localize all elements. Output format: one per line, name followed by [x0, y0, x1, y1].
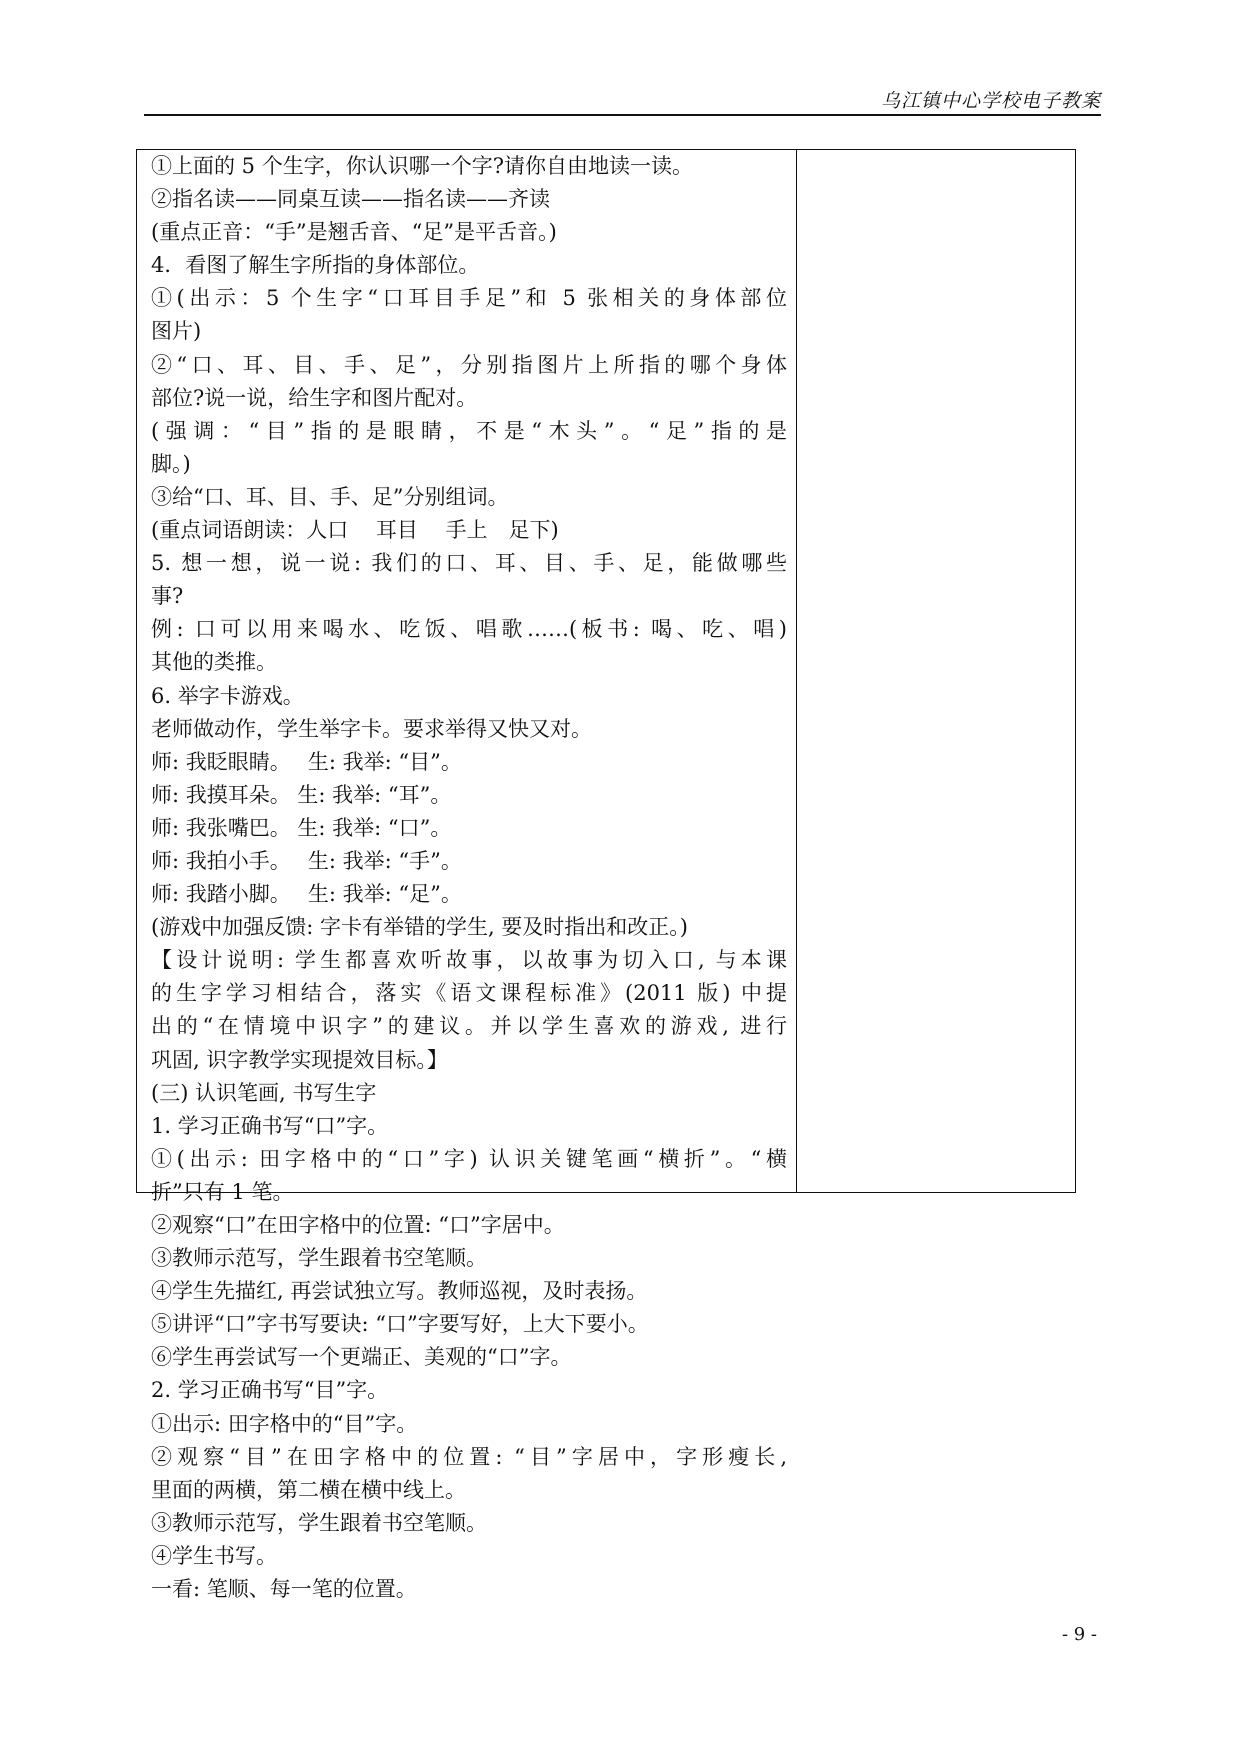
lesson-line: ⑤讲评“口”字书写要诀: “口”字要写好，上大下要小。	[151, 1312, 649, 1337]
lesson-content-cell	[151, 150, 787, 1606]
lesson-line: ②观察“目”在田字格中的位置: “目”字居中，字形瘦长,	[151, 1444, 787, 1469]
lesson-line: 2. 学习正确书写“目”字。	[151, 1378, 389, 1403]
page-number: - 9 -	[1061, 1624, 1097, 1645]
lesson-line: 里面的两横，第二横在横中线上。	[151, 1477, 466, 1502]
lesson-line: ①(出示：5 个生字“口耳目手足”和 5 张相关的身体部位	[151, 286, 787, 311]
lesson-line: 师: 我张嘴巴。 生: 我举: “口”。	[151, 815, 452, 840]
lesson-line: ②观察“口”在田字格中的位置: “口”字居中。	[151, 1213, 565, 1237]
lesson-line: ③教师示范写，学生跟着书空笔顺。	[151, 1246, 487, 1271]
lesson-line: 一看: 笔顺、每一笔的位置。	[151, 1577, 417, 1602]
lesson-line: 师: 我眨眼睛。 生: 我举: “目”。	[151, 749, 462, 774]
lesson-line: (游戏中加强反馈: 字卡有举错的学生, 要及时指出和改正。)	[151, 915, 688, 940]
lesson-line: 图片)	[151, 319, 202, 344]
lesson-line: 的生字学习相结合，落实《语文课程标准》(2011 版) 中提	[151, 981, 787, 1006]
lesson-line: 例: 口可以用来喝水、吃饭、唱歌……(板书: 喝、吃、唱)	[151, 617, 787, 642]
lesson-line: 事?	[151, 584, 184, 609]
lesson-table	[136, 149, 1076, 1602]
lesson-line: ①出示: 田字格中的“目”字。	[151, 1411, 418, 1436]
lesson-line: 1. 学习正确书写“口”字。	[151, 1113, 389, 1138]
lesson-line: 部位?说一说，给生字和图片配对。	[151, 385, 478, 410]
lesson-line: ②指名读——同桌互读——指名读——齐读	[151, 187, 550, 212]
lesson-line: 师: 我踏小脚。 生: 我举: “足”。	[151, 882, 462, 907]
lesson-line: ④学生书写。	[151, 1543, 277, 1568]
lesson-line: ①(出示: 田字格中的“口”字) 认识关键笔画“横折”。“横	[151, 1146, 787, 1171]
lesson-line: (重点词语朗读：人口 耳目 手上 足下)	[151, 518, 559, 543]
lesson-line: (强调：“目”指的是眼睛，不是“木头”。“足”指的是	[151, 418, 787, 443]
lesson-line: 师: 我拍小手。 生: 我举: “手”。	[151, 848, 462, 873]
lesson-line: ⑥学生再尝试写一个更端正、美观的“口”字。	[151, 1345, 572, 1370]
lesson-line: 折”只有 1 笔。	[151, 1179, 294, 1204]
lesson-line: 其他的类推。	[151, 650, 277, 675]
column-divider	[796, 150, 797, 1192]
header-rule	[144, 114, 1101, 116]
lesson-line: 【设计说明: 学生都喜欢听故事，以故事为切入口, 与本课	[151, 948, 787, 973]
lesson-line: 老师做动作，学生举字卡。要求举得又快又对。	[151, 716, 592, 741]
lesson-line: 巩固, 识字教学实现提效目标。】	[151, 1047, 448, 1072]
lesson-line: 6. 举字卡游戏。	[151, 683, 304, 708]
lesson-line: ③教师示范写，学生跟着书空笔顺。	[151, 1510, 487, 1535]
lesson-line: ①上面的 5 个生字，你认识哪一个字?请你自由地读一读。	[151, 154, 693, 178]
lesson-line: (重点正音：“手”是翘舌音、“足”是平舌音。)	[151, 220, 557, 245]
lesson-line: ③给“口、耳、目、手、足”分别组词。	[151, 484, 509, 509]
lesson-line: 脚。)	[151, 451, 191, 476]
lesson-line: (三) 认识笔画, 书写生字	[151, 1080, 377, 1105]
document-header-title: 乌江镇中心学校电子教案	[880, 90, 1101, 112]
lesson-line: 5. 想一想，说一说: 我们的口、耳、目、手、足，能做哪些	[151, 551, 787, 576]
lesson-line: 师: 我摸耳朵。 生: 我举: “耳”。	[151, 782, 452, 807]
lesson-line: ②“口、耳、目、手、足”，分别指图片上所指的哪个身体	[151, 352, 787, 377]
lesson-line: ④学生先描红, 再尝试独立写。教师巡视，及时表扬。	[151, 1279, 648, 1304]
lesson-line: 4．看图了解生字所指的身体部位。	[151, 253, 480, 278]
lesson-line: 出的“在情境中识字”的建议。并以学生喜欢的游戏, 进行	[151, 1014, 787, 1039]
